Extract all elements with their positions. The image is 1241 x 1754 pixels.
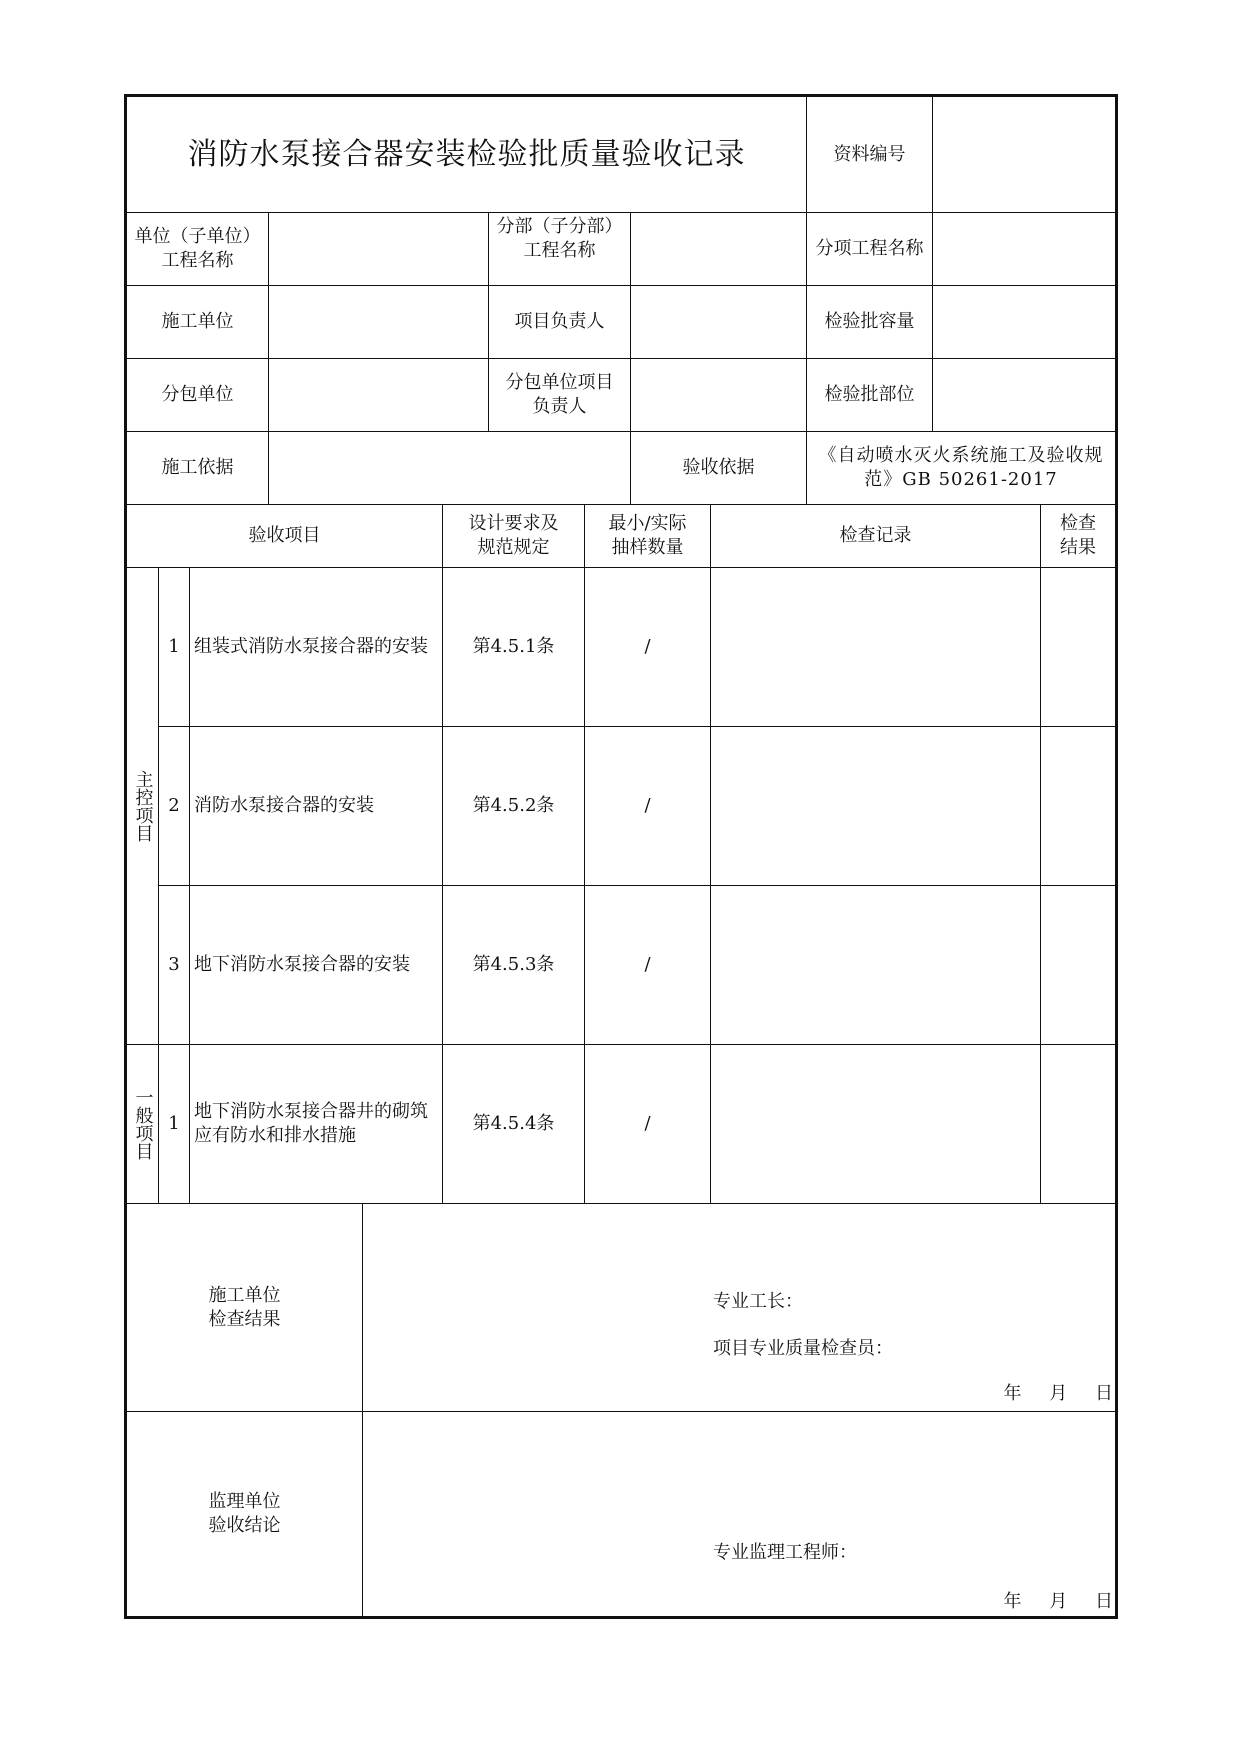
unit-name-value[interactable] (269, 213, 489, 286)
batch-location-label: 检验批部位 (807, 359, 933, 432)
foreman-label: 专业工长： (713, 1291, 803, 1312)
main-item-record[interactable] (711, 727, 1041, 886)
contractor-result-label: 施工单位 检查结果 (127, 1204, 363, 1412)
header-requirement: 设计要求及 规范规定 (443, 505, 585, 568)
contractor-label: 施工单位 (127, 286, 269, 359)
main-item-desc: 组装式消防水泵接合器的安装 (190, 568, 443, 727)
contractor-value[interactable] (269, 286, 489, 359)
general-item-sample[interactable]: / (585, 1045, 711, 1204)
general-group-text: 一般项目 (132, 1088, 154, 1160)
unit-name-label: 单位（子单位） 工程名称 (127, 213, 269, 286)
contractor-date: 年 月 日 (1003, 1383, 1113, 1404)
subitem-name-value[interactable] (933, 213, 1115, 286)
header-result: 检查 结果 (1041, 505, 1115, 568)
general-item-record[interactable] (711, 1045, 1041, 1204)
main-item-no: 1 (159, 568, 190, 727)
batch-capacity-value[interactable] (933, 286, 1115, 359)
main-item-result[interactable] (1041, 568, 1115, 727)
general-item-clause: 第4.5.4条 (443, 1045, 585, 1204)
project-manager-label: 项目负责人 (489, 286, 631, 359)
general-item-result[interactable] (1041, 1045, 1115, 1204)
doc-no-label: 资料编号 (807, 97, 933, 213)
main-item-sample[interactable]: / (585, 727, 711, 886)
sub-manager-value[interactable] (631, 359, 807, 432)
main-item-sample[interactable]: / (585, 568, 711, 727)
main-item-clause: 第4.5.2条 (443, 727, 585, 886)
division-name-value[interactable] (631, 213, 807, 286)
main-item-sample[interactable]: / (585, 886, 711, 1045)
main-item-clause: 第4.5.3条 (443, 886, 585, 1045)
batch-capacity-label: 检验批容量 (807, 286, 933, 359)
main-item-no: 2 (159, 727, 190, 886)
header-record: 检查记录 (711, 505, 1041, 568)
main-item-desc: 地下消防水泵接合器的安装 (190, 886, 443, 1045)
main-item-desc: 消防水泵接合器的安装 (190, 727, 443, 886)
subcontractor-label: 分包单位 (127, 359, 269, 432)
contractor-result-area[interactable] (363, 1204, 1115, 1412)
general-item-desc: 地下消防水泵接合器井的砌筑应有防水和排水措施 (190, 1045, 443, 1204)
inspector-label: 项目专业质量检查员： (713, 1338, 893, 1359)
construction-basis-label: 施工依据 (127, 432, 269, 505)
batch-location-value[interactable] (933, 359, 1115, 432)
main-item-record[interactable] (711, 886, 1041, 1045)
form-title: 消防水泵接合器安装检验批质量验收记录 (127, 97, 807, 213)
header-sample: 最小/实际 抽样数量 (585, 505, 711, 568)
acceptance-basis-value: 《自动喷水灭火系统施工及验收规范》GB 50261-2017 (807, 432, 1115, 505)
division-name-label: 分部（子分部） 工程名称 (489, 213, 631, 286)
main-item-result[interactable] (1041, 727, 1115, 886)
subitem-name-label: 分项工程名称 (807, 213, 933, 286)
main-item-record[interactable] (711, 568, 1041, 727)
main-item-no: 3 (159, 886, 190, 1045)
general-item-no: 1 (159, 1045, 190, 1204)
supervisor-conclusion-label: 监理单位 验收结论 (127, 1412, 363, 1616)
acceptance-record-form (124, 94, 1118, 1619)
main-item-result[interactable] (1041, 886, 1115, 1045)
project-manager-value[interactable] (631, 286, 807, 359)
doc-no-value[interactable] (933, 97, 1115, 213)
supervisor-date: 年 月 日 (1003, 1591, 1113, 1612)
main-control-group-text: 主控项目 (132, 770, 154, 842)
engineer-label: 专业监理工程师： (713, 1542, 857, 1563)
header-item: 验收项目 (127, 505, 443, 568)
general-group-label (127, 1045, 159, 1204)
acceptance-basis-label: 验收依据 (631, 432, 807, 505)
subcontractor-value[interactable] (269, 359, 489, 432)
main-control-group-label (127, 568, 159, 1045)
supervisor-conclusion-area[interactable] (363, 1412, 1115, 1616)
main-item-clause: 第4.5.1条 (443, 568, 585, 727)
construction-basis-value[interactable] (269, 432, 631, 505)
sub-manager-label: 分包单位项目 负责人 (489, 359, 631, 432)
